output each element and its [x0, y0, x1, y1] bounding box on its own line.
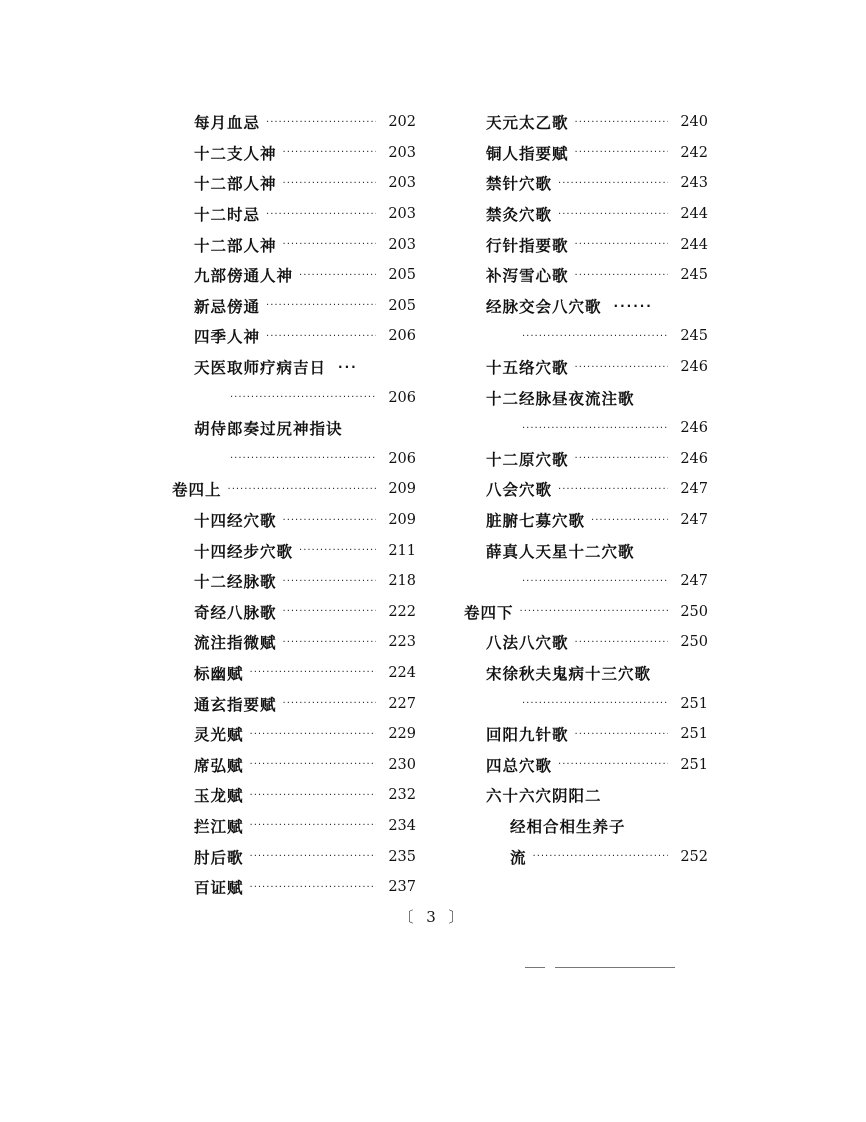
toc-page-number: 222 — [388, 603, 416, 620]
toc-leader-dots — [230, 392, 376, 403]
toc-entry — [166, 321, 416, 352]
toc-entry — [166, 444, 416, 475]
toc-page-number: 244 — [680, 236, 708, 253]
toc-entry-title: 十五络穴歌 — [486, 359, 569, 378]
toc-entry-title: 六十六穴阴阳二 — [486, 787, 602, 806]
toc-entry-title: 新忌傍通 — [194, 297, 261, 316]
toc-entry — [166, 597, 416, 628]
toc-page-number: 229 — [388, 726, 416, 743]
toc-page-number: 245 — [680, 267, 708, 284]
toc-entry — [166, 413, 416, 444]
toc-entry-title: 奇经八脉歌 — [194, 603, 277, 622]
toc-entry — [166, 811, 416, 842]
toc-page-number: 224 — [388, 664, 416, 681]
toc-leader-dots — [250, 759, 376, 770]
toc-leader-dots — [591, 515, 668, 526]
toc-entry — [166, 627, 416, 658]
toc-entry-title: 经脉交会八穴歌 — [486, 297, 602, 316]
toc-entry — [166, 382, 416, 413]
toc-leader-dots — [558, 178, 668, 189]
toc-leader-dots — [283, 637, 376, 648]
toc-leader-dots — [283, 606, 376, 617]
toc-entry-title: 回阳九针歌 — [486, 726, 569, 745]
toc-leader-dots — [522, 576, 668, 587]
toc-entry — [458, 444, 708, 475]
toc-entry-title: 席弘赋 — [194, 756, 244, 775]
toc-entry — [166, 535, 416, 566]
toc-entry-title: 经相合相生养子 — [510, 817, 626, 836]
toc-entry — [166, 780, 416, 811]
toc-leader-dots — [558, 759, 668, 770]
toc-entry — [458, 138, 708, 169]
toc-entry — [166, 291, 416, 322]
toc-leader-dots — [283, 239, 376, 250]
toc-page-number: 205 — [388, 297, 416, 314]
toc-page-number: 206 — [388, 328, 416, 345]
toc-page-number: 209 — [388, 481, 416, 498]
toc-entry — [166, 719, 416, 750]
toc-leader-dots — [522, 423, 668, 434]
toc-entry-title: 胡侍郎奏过尻神指诀 — [194, 420, 343, 439]
toc-page-number: 240 — [680, 114, 708, 131]
toc-leader-dots — [283, 698, 376, 709]
toc-page-number: 250 — [680, 603, 708, 620]
toc-entry-title: 十二部人神 — [194, 175, 277, 194]
toc-entry — [458, 168, 708, 199]
toc-entry — [166, 260, 416, 291]
toc-entry-title: 十二经脉歌 — [194, 573, 277, 592]
toc-entry-title: 四总穴歌 — [486, 756, 553, 775]
toc-page-number: 218 — [388, 573, 416, 590]
toc-entry-title: 卷四上 — [172, 481, 222, 500]
toc-leader-dots — [250, 882, 376, 893]
toc-entry-title: 灵光赋 — [194, 726, 244, 745]
toc-leader-dots — [575, 637, 668, 648]
toc-entry-title: 八会穴歌 — [486, 481, 553, 500]
toc-page-number: 244 — [680, 206, 708, 223]
toc-leader-dots — [575, 147, 668, 158]
toc-entry-title: 玉龙赋 — [194, 787, 244, 806]
toc-leader-dots — [250, 667, 376, 678]
toc-page-number: 203 — [388, 206, 416, 223]
toc-leader-dots — [266, 209, 376, 220]
toc-entry — [166, 138, 416, 169]
toc-entry-title: 通玄指要赋 — [194, 695, 277, 714]
toc-entry — [458, 260, 708, 291]
toc-entry-title: 天元太乙歌 — [486, 114, 569, 133]
toc-entry-title: 行针指要歌 — [486, 236, 569, 255]
toc-leader-dots — [522, 331, 668, 342]
toc-entry — [458, 566, 708, 597]
toc-entry-title: 宋徐秋夫鬼病十三穴歌 — [486, 664, 652, 683]
toc-page-number: 252 — [680, 848, 708, 865]
toc-leader-dots — [575, 453, 668, 464]
toc-entry-title: 十四经步穴歌 — [194, 542, 294, 561]
toc-entry — [166, 505, 416, 536]
toc-entry — [458, 811, 708, 842]
toc-page-number: 246 — [680, 359, 708, 376]
toc-page-number: 232 — [388, 787, 416, 804]
toc-entry-title: 十二支人神 — [194, 144, 277, 163]
toc-entry — [458, 627, 708, 658]
toc-entry — [166, 566, 416, 597]
toc-leader-dots — [250, 851, 376, 862]
toc-leader-dots — [266, 331, 376, 342]
toc-leader-dots — [266, 117, 376, 128]
toc-leader-dots — [283, 178, 376, 189]
toc-leader-dots — [283, 147, 376, 158]
toc-page-number: 203 — [388, 236, 416, 253]
toc-entry — [166, 749, 416, 780]
toc-entry — [166, 107, 416, 138]
toc-page-number: 251 — [680, 726, 708, 743]
toc-leader-dots — [558, 484, 668, 495]
toc-leader-dots — [522, 698, 668, 709]
toc-entry — [458, 841, 708, 872]
toc-entry-title: 脏腑七募穴歌 — [486, 512, 586, 531]
toc-leader-dots — [533, 851, 668, 862]
toc-page-number: 242 — [680, 144, 708, 161]
toc-page-number: 209 — [388, 512, 416, 529]
toc-page-number: 247 — [680, 573, 708, 590]
toc-page-number: 250 — [680, 634, 708, 651]
toc-page-number: 203 — [388, 175, 416, 192]
toc-page-number: 235 — [388, 848, 416, 865]
toc-page-number: 247 — [680, 481, 708, 498]
toc-page-number: 206 — [388, 450, 416, 467]
toc-entry — [166, 229, 416, 260]
toc-entry — [166, 352, 416, 383]
toc-entry — [458, 321, 708, 352]
toc-entry — [166, 658, 416, 689]
toc-entry-title: 流注指微赋 — [194, 634, 277, 653]
toc-entry — [458, 474, 708, 505]
toc-leader-dots — [266, 300, 376, 311]
scan-artifact-line — [525, 967, 545, 968]
toc-entry-title: 拦江赋 — [194, 817, 244, 836]
toc-leader-dots — [230, 453, 376, 464]
toc-page-number: 227 — [388, 695, 416, 712]
toc-entry-title: 流 — [510, 848, 527, 867]
toc-page-number: 223 — [388, 634, 416, 651]
toc-entry-title: 八法八穴歌 — [486, 634, 569, 653]
toc-leader-dots — [575, 117, 668, 128]
toc-page-number: 205 — [388, 267, 416, 284]
toc-entry — [166, 872, 416, 903]
toc-entry-title: 十二时忌 — [194, 206, 261, 225]
toc-entry-title: 禁针穴歌 — [486, 175, 553, 194]
toc-entry — [166, 688, 416, 719]
toc-page-number: 251 — [680, 695, 708, 712]
toc-entry — [458, 658, 708, 689]
toc-leader-dots — [250, 729, 376, 740]
toc-entry — [458, 352, 708, 383]
toc-leader-dots — [575, 729, 668, 740]
toc-entry-title: 十二部人神 — [194, 236, 277, 255]
toc-entry — [458, 107, 708, 138]
toc-entry — [458, 535, 708, 566]
toc-leader-dots — [228, 484, 376, 495]
toc-entry — [458, 505, 708, 536]
toc-page-number: 234 — [388, 817, 416, 834]
toc-entry — [458, 780, 708, 811]
toc-leader-dots — [250, 790, 376, 801]
toc-leader-dots — [299, 545, 376, 556]
toc-page-number: 251 — [680, 756, 708, 773]
toc-entry-title: 十二经脉昼夜流注歌 — [486, 389, 635, 408]
toc-page-number: 247 — [680, 512, 708, 529]
toc-entry-title: 十二原穴歌 — [486, 450, 569, 469]
toc-leader-dots — [520, 606, 668, 617]
toc-page-number: 202 — [388, 114, 416, 131]
toc-leader-dots — [558, 209, 668, 220]
toc-entry — [458, 749, 708, 780]
toc-right-column — [458, 107, 708, 872]
toc-leader-dots — [283, 515, 376, 526]
toc-page-number: 230 — [388, 756, 416, 773]
toc-page-number: 245 — [680, 328, 708, 345]
toc-entry-title: 天医取师疗病吉日 — [194, 359, 327, 378]
toc-section-heading — [458, 597, 708, 628]
toc-leader-dots — [283, 576, 376, 587]
toc-leader-dots — [575, 362, 668, 373]
toc-entry — [458, 719, 708, 750]
toc-section-heading — [166, 474, 416, 505]
toc-page-number: 237 — [388, 879, 416, 896]
toc-page-number: 206 — [388, 389, 416, 406]
toc-entry-title: 百证赋 — [194, 879, 244, 898]
toc-entry-title: 肘后歌 — [194, 848, 244, 867]
toc-entry-title: 补泻雪心歌 — [486, 267, 569, 286]
toc-entry-title: 每月血忌 — [194, 114, 261, 133]
toc-leader-dots — [299, 270, 376, 281]
toc-entry-title: 卷四下 — [464, 603, 514, 622]
toc-entry — [458, 229, 708, 260]
toc-entry-title: 十四经穴歌 — [194, 512, 277, 531]
toc-page-number: 246 — [680, 450, 708, 467]
toc-leader-dots — [250, 820, 376, 831]
toc-entry-title: 薛真人天星十二穴歌 — [486, 542, 635, 561]
scan-artifact-line — [555, 967, 675, 968]
toc-entry-title: 四季人神 — [194, 328, 261, 347]
toc-entry — [458, 291, 708, 322]
toc-entry — [166, 841, 416, 872]
toc-entry — [458, 413, 708, 444]
toc-leader-dots: ··· — [338, 360, 358, 375]
toc-left-column — [166, 107, 416, 902]
toc-page-number: 246 — [680, 420, 708, 437]
toc-entry-title: 九部傍通人神 — [194, 267, 294, 286]
toc-entry-title: 铜人指要赋 — [486, 144, 569, 163]
page-number: 〔 3 〕 — [398, 908, 468, 926]
toc-entry — [458, 199, 708, 230]
toc-entry — [166, 199, 416, 230]
toc-entry — [458, 382, 708, 413]
toc-entry — [166, 168, 416, 199]
toc-entry — [458, 688, 708, 719]
toc-leader-dots — [575, 239, 668, 250]
toc-page-number: 203 — [388, 144, 416, 161]
toc-page-number: 243 — [680, 175, 708, 192]
toc-entry-title: 标幽赋 — [194, 664, 244, 683]
toc-entry-title: 禁灸穴歌 — [486, 206, 553, 225]
toc-leader-dots: ······ — [613, 298, 653, 313]
toc-leader-dots — [575, 270, 668, 281]
toc-page-number: 211 — [388, 542, 416, 559]
